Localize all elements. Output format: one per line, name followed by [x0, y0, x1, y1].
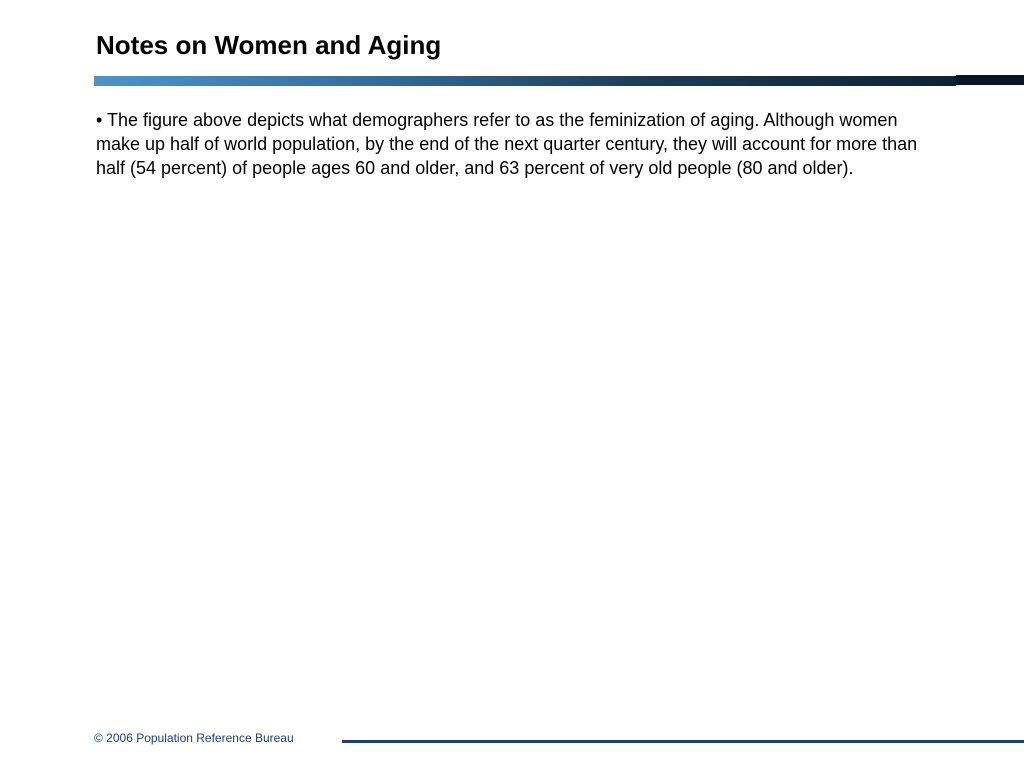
slide-title: Notes on Women and Aging [96, 30, 442, 60]
body-bullet-text: • The figure above depicts what demographers refer to as the feminization of aging. Although women make up half of world population, by the end of the next quarter century, they will account for more than half (54 percent) of people ages 60 and older, and 63 percent of very old people (80 and older). [96, 110, 918, 178]
footer-copyright: © 2006 Population Reference Bureau [94, 731, 294, 745]
title-underline-bar [94, 76, 956, 86]
title-underline-tail [956, 75, 1024, 85]
footer-divider [342, 740, 1024, 743]
